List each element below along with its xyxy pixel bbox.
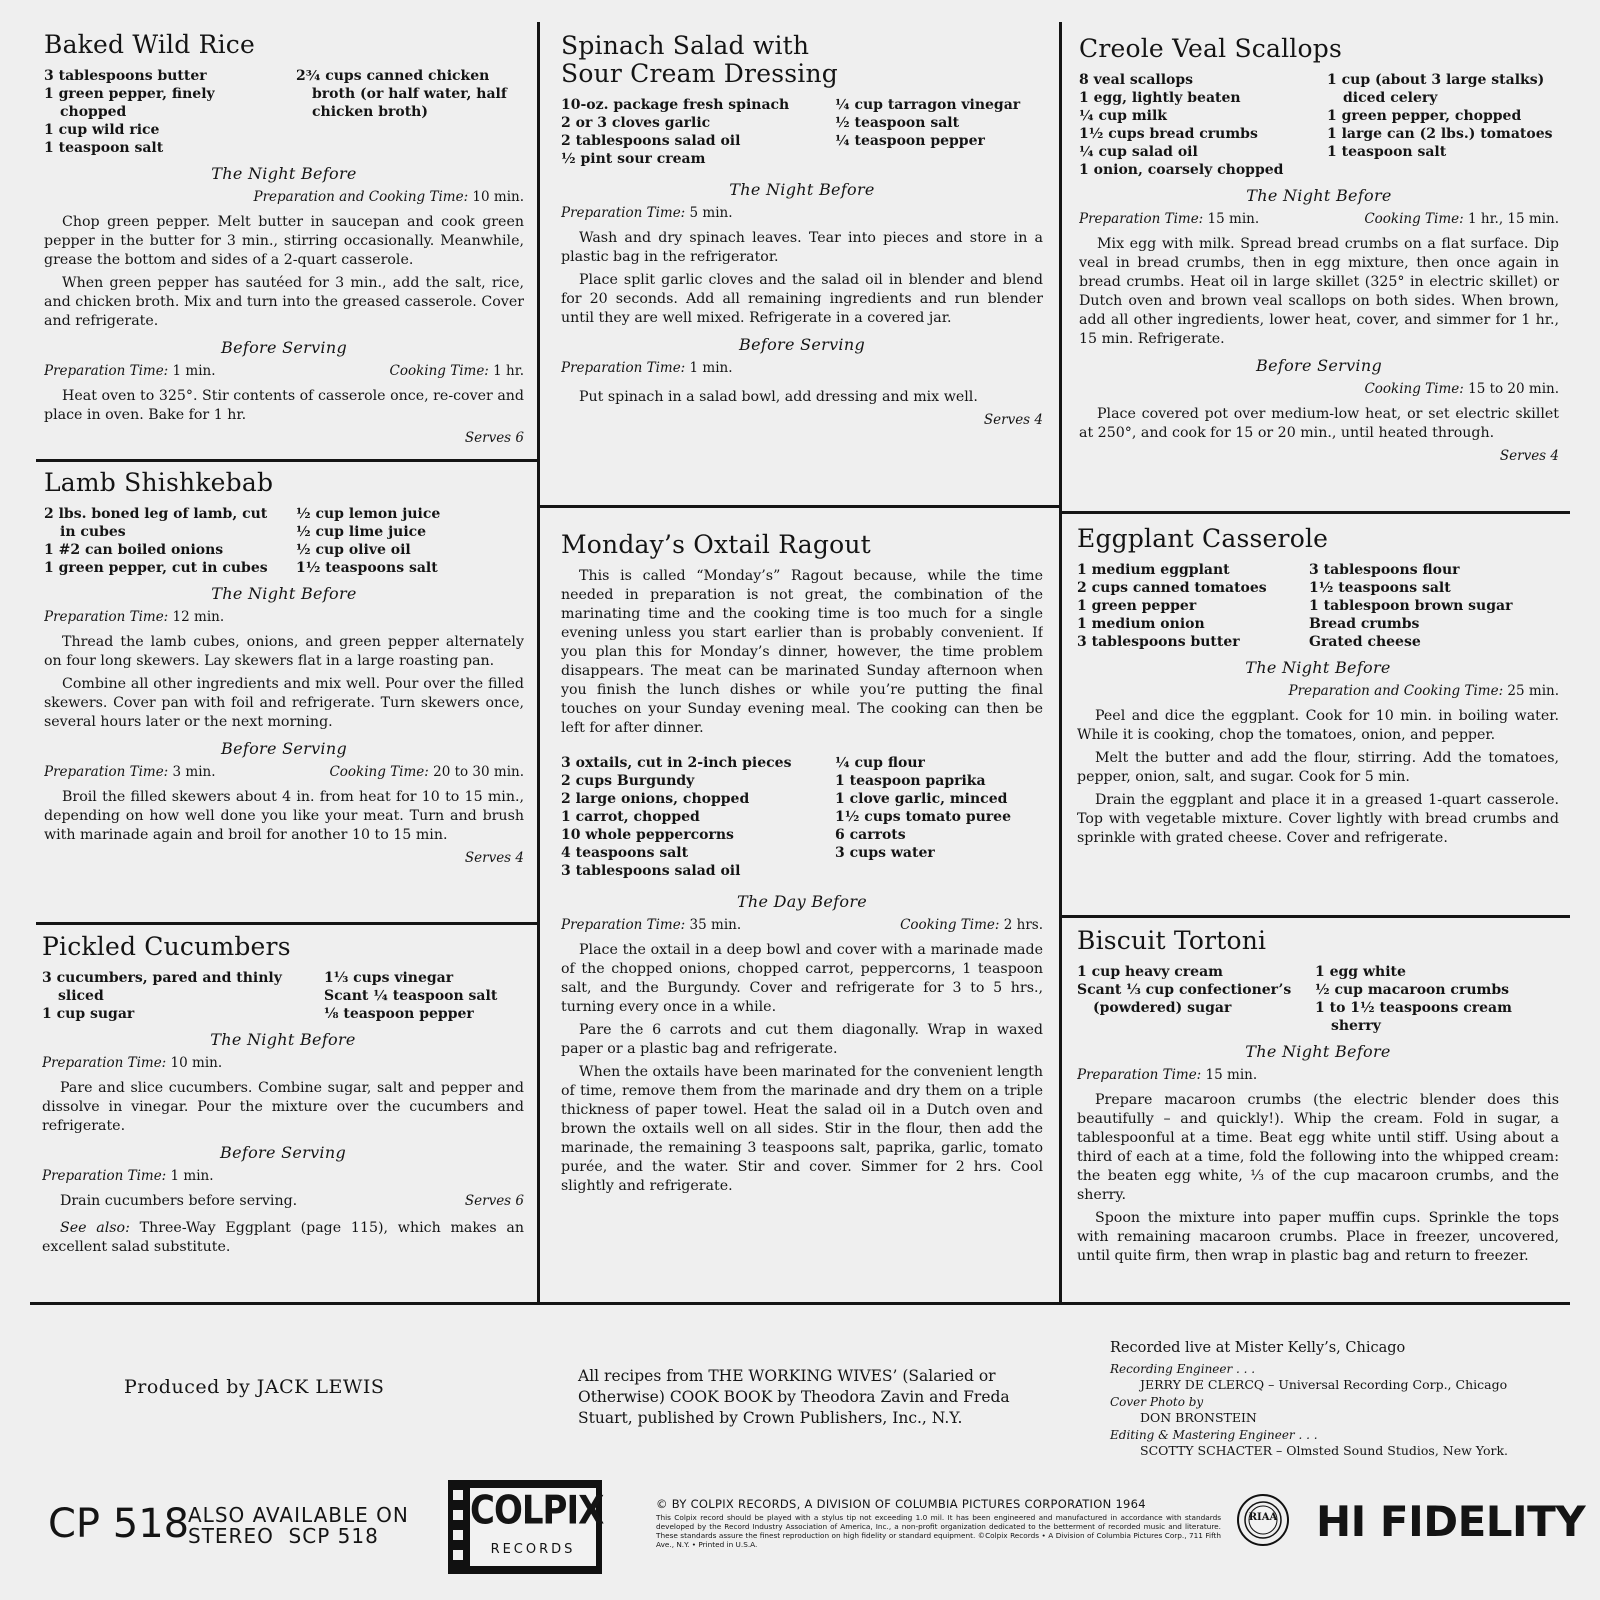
time-value: 15 min. [1205, 1067, 1258, 1083]
time-line [1077, 1066, 1559, 1085]
ingredients-right [324, 969, 524, 1023]
ingredients-left [44, 67, 284, 157]
ingredient-list [42, 969, 524, 1023]
ingredient-item: ¼ cup flour [835, 755, 925, 771]
section-heading: The Day Before [736, 892, 868, 911]
ingredient-item: Scant ¼ teaspoon salt [324, 988, 498, 1004]
section-heading: The Night Before [1245, 658, 1391, 677]
paragraph: Spoon the mixture into paper muffin cups. Sprinkle the tops with remaining macaroon crumbs. Place in freezer, uncovered, until quite firm, then wrap in plastic bag and return to freezer. [1077, 1210, 1559, 1264]
paragraph: When green pepper has sautéed for 3 min., add the salt, rice, and chicken broth. Mix and turn into the greased casserole. Cover and refrigerate. [44, 275, 524, 329]
paragraph: Put spinach in a salad bowl, add dressing and mix well. [579, 389, 978, 405]
time-line [42, 1167, 524, 1186]
ingredients-right [1309, 561, 1559, 651]
paragraph: Place covered pot over medium-low heat, or set electric skillet at 250°, and cook for 15 or 20 min., until heated through. [1079, 406, 1559, 441]
ingredient-item: 1 cup sugar [42, 1006, 135, 1022]
ingredient-item: 2 cups canned tomatoes [1077, 580, 1267, 596]
time-label: Preparation Time: [44, 609, 169, 625]
time-label: Preparation Time: [42, 1055, 167, 1071]
ingredient-item: 1 teaspoon salt [44, 140, 164, 156]
ingredient-item: ½ cup macaroon crumbs [1315, 982, 1509, 998]
ingredient-item: 1 green pepper [1077, 598, 1197, 614]
time-label: Cooking Time: [900, 917, 1000, 933]
divider-footer [30, 1302, 1570, 1305]
section-heading: The Night Before [1245, 1042, 1391, 1061]
ingredient-item: ¼ teaspoon pepper [835, 133, 985, 149]
ingredient-item: 1 teaspoon paprika [835, 773, 986, 789]
ingredient-item: ¼ cup milk [1079, 108, 1167, 124]
also-available-line: ALSO AVAILABLE ON [188, 1503, 409, 1527]
ingredient-item: 4 teaspoons salt [561, 845, 689, 861]
ingredient-item: ¼ cup tarragon vinegar [835, 97, 1021, 113]
paragraph: Thread the lamb cubes, onions, and green pepper alternately on four long skewers. Lay skewers flat in a large roasting pan. [44, 634, 524, 669]
time-value: 35 min. [689, 917, 742, 933]
time-label: Preparation Time: [561, 917, 686, 933]
section-heading: The Night Before [1246, 186, 1392, 205]
ingredients-left [561, 96, 823, 168]
ingredient-item: 1 teaspoon salt [1327, 144, 1447, 160]
time-line [561, 916, 1043, 935]
time-line [1079, 380, 1559, 399]
ingredient-list [1079, 71, 1559, 179]
paragraph: Prepare macaroon crumbs (the electric blender does this beautifully – and quickly!). Whip the cream. Fold in sugar, a tablespoonful at a time. Beat egg white until stiff. Using about a third of each at a time, fold the following into the whipped cream: the beaten egg white, ⅓ of the cup macaroon crumbs, and the sherry. [1077, 1092, 1559, 1203]
section-heading: Before Serving [1256, 356, 1382, 375]
ingredient-item: 1 green pepper, cut in cubes [44, 560, 268, 576]
paragraph: Chop green pepper. Melt butter in saucepan and cook green pepper in the butter for 3 min., stirring occasionally. Meanwhile, grease the bottom and sides of a 2-quart casserole. [44, 214, 524, 268]
serves-note: Serves 4 [983, 412, 1043, 428]
time-value: 10 min. [170, 1055, 223, 1071]
catalog-number: CP 518 [48, 1501, 190, 1547]
time-line [44, 188, 524, 207]
divider-spinach-oxtail [538, 505, 1060, 508]
paragraph: Wash and dry spinach leaves. Tear into pieces and store in a plastic bag in the refrigerator. [561, 230, 1043, 265]
ingredient-item: ½ pint sour cream [561, 151, 706, 167]
ingredient-item: 3 oxtails, cut in 2-inch pieces [561, 755, 792, 771]
ingredient-item: 1 green pepper, finely chopped [44, 86, 215, 120]
divider-eggplant-tortoni [1060, 915, 1570, 918]
see-also-text: Three-Way Eggplant (page 115), which makes an excellent salad substitute. [42, 1220, 524, 1255]
ingredient-item: 6 carrots [835, 827, 906, 843]
credit-role: Cover Photo by [1110, 1394, 1204, 1409]
time-value: 12 min. [172, 609, 225, 625]
colpix-logo [448, 1480, 602, 1574]
time-value: 15 min. [1207, 211, 1260, 227]
time-line [561, 204, 1043, 223]
serves-note: Serves 6 [464, 430, 524, 446]
time-value: 1 hr., 15 min. [1468, 211, 1559, 227]
serves-note: Serves 4 [464, 850, 524, 866]
time-label: Preparation and Cooking Time: [1288, 683, 1504, 699]
ingredient-item: 1 egg white [1315, 964, 1406, 980]
recipe-title: Lamb Shishkebab [44, 468, 274, 497]
ingredient-item: 1 onion, coarsely chopped [1079, 162, 1284, 178]
paragraph: Drain the eggplant and place it in a greased 1-quart casserole. Top with vegetable mixture. Cover lightly with bread crumbs and sprinkle with grated cheese. Cover and refrigerate. [1077, 792, 1559, 846]
recipe-eggplant-casserole [1077, 524, 1559, 912]
recipe-title [561, 32, 1043, 88]
ingredient-list [44, 67, 524, 157]
recorded-location: Recorded live at Mister Kelly’s, Chicago [1110, 1340, 1406, 1356]
section-heading: The Night Before [211, 584, 357, 603]
recipe-pickled-cucumbers [42, 932, 524, 1297]
time-label: Preparation Time: [1077, 1067, 1202, 1083]
time-value: 5 min. [689, 205, 733, 221]
ingredient-item: 1 large can (2 lbs.) tomatoes [1327, 126, 1553, 142]
recipe-lamb-shishkebab [44, 468, 524, 918]
ingredient-item: 2 lbs. boned leg of lamb, cut in cubes [44, 506, 268, 540]
recipe-baked-wild-rice [44, 30, 524, 455]
ingredient-item: 8 veal scallops [1079, 72, 1194, 88]
ingredient-item: ½ cup lime juice [296, 524, 427, 540]
ingredients-right [296, 505, 524, 577]
time-label: Cooking Time: [1364, 381, 1464, 397]
paragraph: Heat oven to 325°. Stir contents of casserole once, re-cover and place in oven. Bake for 1 hr. [44, 388, 524, 423]
ingredient-item: ¼ cup salad oil [1079, 144, 1198, 160]
time-value: 25 min. [1507, 683, 1559, 699]
riaa-text: RIAA [1248, 1512, 1278, 1523]
recipe-creole-veal-scallops [1079, 34, 1559, 508]
time-label: Preparation Time: [44, 363, 169, 379]
ingredient-item: Scant ⅓ cup confectioner’s (powdered) sugar [1077, 982, 1292, 1016]
ingredient-item: 3 tablespoons flour [1309, 562, 1460, 578]
ingredient-list [44, 505, 524, 577]
ingredients-right [1327, 71, 1559, 179]
column-divider-left [537, 22, 540, 1305]
time-label: Preparation and Cooking Time: [253, 189, 469, 205]
recipe-title: Creole Veal Scallops [1079, 34, 1342, 63]
fine-print: This Colpix record should be played with a stylus tip not exceeding 1.0 mil. It has been engineered and manufactured in accordance with standards developed by the Record Industry Association of America, Inc., a non-profit organization dedicated to the betterment of recorded music and literature. These standards assure the finest reproduction on high fidelity or standard equipment. ©Colpix Records • A Division of Columbia Pictures Corp., 711 Fifth Ave., N.Y. • Printed in U.S.A. [656, 1513, 1221, 1549]
time-value: 1 min. [689, 360, 733, 376]
ingredients-right [835, 96, 1043, 168]
ingredient-item: Bread crumbs [1309, 616, 1420, 632]
ingredient-item: ½ cup olive oil [296, 542, 411, 558]
paragraph: Melt the butter and add the flour, stirring. Add the tomatoes, pepper, onion, salt, and sugar. Cook for 5 min. [1077, 750, 1559, 785]
paragraph: When the oxtails have been marinated for the convenient length of time, remove them from the marinade and dry them on a triple thickness of paper towel. Heat the salad oil in a Dutch oven and brown the oxtails well on all sides. Stir in the flour, then add the marinade, the remaining 3 teaspoons salt, paprika, garlic, tomato purée, and the water. Stir and cover. Simmer for 2 hrs. Cool slightly and refrigerate. [561, 1064, 1043, 1194]
section-heading: Before Serving [220, 1143, 346, 1162]
ingredient-item: 1 green pepper, chopped [1327, 108, 1522, 124]
ingredient-item: ½ cup lemon juice [296, 506, 441, 522]
divider-lamb-cucumbers [36, 922, 538, 925]
ingredients-right [296, 67, 524, 157]
ingredient-item: 1½ cups tomato puree [835, 809, 1011, 825]
time-line [44, 362, 524, 381]
time-value: 15 to 20 min. [1468, 381, 1559, 397]
time-line [561, 359, 1043, 378]
ingredient-item: 1½ cups bread crumbs [1079, 126, 1258, 142]
ingredient-item: 1 cup (about 3 large stalks) diced celery [1327, 72, 1545, 106]
column-divider-right [1059, 22, 1062, 1305]
ingredients-right [835, 754, 1043, 880]
ingredient-item: 1⅓ cups vinegar [324, 970, 454, 986]
recording-credits [1110, 1340, 1580, 1460]
ingredient-list [561, 754, 1043, 880]
stereo-catalog-line: STEREO SCP 518 [188, 1524, 379, 1548]
ingredient-item: 10 whole peppercorns [561, 827, 734, 843]
ingredient-item: 1½ teaspoons salt [1309, 580, 1451, 596]
recipe-title: Monday’s Oxtail Ragout [561, 530, 871, 559]
ingredient-item: 1 cup wild rice [44, 122, 160, 138]
recipe-title: Baked Wild Rice [44, 30, 255, 59]
time-label: Preparation Time: [561, 360, 686, 376]
recipe-biscuit-tortoni [1077, 926, 1559, 1298]
time-value: 1 min. [170, 1168, 214, 1184]
paragraph: Drain cucumbers before serving. [60, 1193, 298, 1209]
time-label: Cooking Time: [389, 363, 489, 379]
section-heading: The Night Before [729, 180, 875, 199]
time-line [1077, 682, 1559, 701]
ingredient-list [561, 96, 1043, 168]
section-heading: Before Serving [221, 739, 347, 758]
time-label: Cooking Time: [329, 764, 429, 780]
paragraph: Mix egg with milk. Spread bread crumbs on a flat surface. Dip veal in bread crumbs, then in egg mixture, then once again in bread crumbs. Heat oil in large skillet (325° in electric skillet) or Dutch oven and brown veal scallops on both sides. When brown, add all other ingredients, lower heat, cover, and simmer for 1 hr., 15 min. Refrigerate. [1079, 236, 1559, 347]
time-value: 2 hrs. [1003, 917, 1043, 933]
ingredient-item: 1 clove garlic, minced [835, 791, 1008, 807]
serves-note: Serves 4 [1499, 448, 1559, 464]
paragraph: Place split garlic cloves and the salad oil in blender and blend for 20 seconds. Add all remaining ingredients and run blender until they are well mixed. Refrigerate in a covered jar. [561, 272, 1043, 326]
ingredient-item: 1 medium eggplant [1077, 562, 1230, 578]
ingredient-item: 3 tablespoons butter [44, 68, 207, 84]
ingredient-item: 1 egg, lightly beaten [1079, 90, 1241, 106]
serves-note: Serves 6 [464, 1193, 524, 1209]
ingredient-item: 1 carrot, chopped [561, 809, 700, 825]
ingredients-left [42, 969, 312, 1023]
time-label: Preparation Time: [44, 764, 169, 780]
time-value: 20 to 30 min. [433, 764, 524, 780]
time-label: Preparation Time: [561, 205, 686, 221]
ingredient-item: ⅛ teaspoon pepper [324, 1006, 474, 1022]
ingredient-list [1077, 561, 1559, 651]
label-name: COLPIX [470, 1488, 604, 1534]
copyright-line: © BY COLPIX RECORDS, A DIVISION OF COLUMBIA PICTURES CORPORATION 1964 [656, 1497, 1146, 1511]
ingredients-left [1077, 561, 1297, 651]
intro-paragraph: This is called “Monday’s” Ragout because, while the time needed in preparation is not great, the combination of the marinating time and the cooking time is too much for a single evening unless you start earlier than is probably convenient. If you plan this for Monday’s dinner, however, the time problem disappears. The meat can be marinated Sunday afternoon when you finish the lunch dishes or while you’re putting the final touches on your Sunday evening meal. The cooking can then be left for after dinner. [561, 568, 1043, 736]
hi-fidelity-mark: HI FIDELITY [1316, 1497, 1586, 1546]
ingredient-item: 1 cup heavy cream [1077, 964, 1223, 980]
credit-name: JERRY DE CLERCQ – Universal Recording Corp., Chicago [1140, 1377, 1508, 1392]
paragraph: Combine all other ingredients and mix well. Pour over the filled skewers. Cover pan with foil and refrigerate. Turn skewers once, several hours later or the next morning. [44, 676, 524, 730]
producer-credit: Produced by JACK LEWIS [124, 1376, 385, 1398]
title-line: Spinach Salad with [561, 32, 810, 60]
divider-veal-eggplant [1060, 511, 1570, 514]
time-value: 1 min. [172, 363, 216, 379]
ingredient-item: 3 tablespoons butter [1077, 634, 1240, 650]
divider-rice-lamb [36, 459, 538, 462]
time-value: 3 min. [172, 764, 216, 780]
credit-name: SCOTTY SCHACTER – Olmsted Sound Studios, New York. [1140, 1443, 1509, 1458]
ingredient-item: 2 or 3 cloves garlic [561, 115, 711, 131]
ingredient-item: 1 medium onion [1077, 616, 1205, 632]
ingredient-item: 2¾ cups canned chicken broth (or half water, half chicken broth) [296, 68, 507, 120]
title-line: Sour Cream Dressing [561, 59, 838, 88]
time-line [44, 608, 524, 627]
section-heading: Before Serving [739, 335, 865, 354]
recipe-oxtail-ragout [561, 530, 1043, 1298]
ingredient-item: 1½ teaspoons salt [296, 560, 438, 576]
credit-role: Editing & Mastering Engineer . . . [1110, 1427, 1318, 1442]
paragraph: Peel and dice the eggplant. Cook for 10 min. in boiling water. While it is cooking, chop the tomatoes, onion, and pepper. [1077, 708, 1559, 743]
time-line [42, 1054, 524, 1073]
ingredients-left [1077, 963, 1303, 1035]
ingredient-list [1077, 963, 1559, 1035]
ingredient-item: 2 cups Burgundy [561, 773, 695, 789]
ingredient-item: 1 #2 can boiled onions [44, 542, 224, 558]
ingredient-item: ½ teaspoon salt [835, 115, 960, 131]
stereo-availability [188, 1505, 409, 1547]
paragraph: Pare the 6 carrots and cut them diagonally. Wrap in waxed paper or a plastic bag and refrigerate. [561, 1022, 1043, 1057]
ingredient-item: 3 tablespoons salad oil [561, 863, 741, 879]
ingredient-item: 3 cucumbers, pared and thinly sliced [42, 970, 282, 1004]
ingredient-item: 1 to 1½ teaspoons cream sherry [1315, 1000, 1512, 1034]
time-label: Preparation Time: [42, 1168, 167, 1184]
label-sub: RECORDS [490, 1542, 576, 1557]
recipe-title: Biscuit Tortoni [1077, 926, 1267, 955]
ingredient-item: 2 large onions, chopped [561, 791, 750, 807]
ingredients-left [1079, 71, 1315, 179]
section-heading: The Night Before [211, 164, 357, 183]
credit-list [1110, 1361, 1580, 1460]
time-value: 1 hr. [493, 363, 524, 379]
ingredient-item: 2 tablespoons salad oil [561, 133, 741, 149]
source-note: All recipes from THE WORKING WIVES’ (Salaried or Otherwise) COOK BOOK by Theodora Zavin and Freda Stuart, published by Crown Publishers, Inc., N.Y. [578, 1367, 1010, 1427]
recipe-title: Eggplant Casserole [1077, 524, 1329, 553]
paragraph: Broil the filled skewers about 4 in. from heat for 10 to 15 min., depending on how well done you like your meat. Turn and brush with marinade again and broil for another 10 to 15 min. [44, 789, 524, 843]
section-heading: Before Serving [221, 338, 347, 357]
ingredients-left [44, 505, 284, 577]
credit-role: Recording Engineer . . . [1110, 1361, 1256, 1376]
paragraph: Place the oxtail in a deep bowl and cover with a marinade made of the chopped onions, chopped carrot, peppercorns, 1 teaspoon salt, and the Burgundy. Cover and refrigerate for 3 to 5 hrs., turning every once in a while. [561, 942, 1043, 1015]
see-also-label: See also: [60, 1220, 130, 1236]
riaa-seal [1236, 1493, 1290, 1547]
time-line [44, 763, 524, 782]
see-also-note [42, 1219, 524, 1257]
ingredient-item: 3 cups water [835, 845, 935, 861]
ingredient-item: 10-oz. package fresh spinach [561, 97, 790, 113]
ingredients-right [1315, 963, 1559, 1035]
recipe-spinach-salad [561, 32, 1043, 502]
time-value: 10 min. [472, 189, 524, 205]
time-label: Preparation Time: [1079, 211, 1204, 227]
credit-name: DON BRONSTEIN [1140, 1410, 1257, 1425]
paragraph: Pare and slice cucumbers. Combine sugar, salt and pepper and dissolve in vinegar. Pour the mixture over the cucumbers and refrigerate. [42, 1080, 524, 1134]
ingredients-left [561, 754, 823, 880]
ingredient-item: 1 tablespoon brown sugar [1309, 598, 1513, 614]
serving-line [42, 1192, 524, 1215]
ingredient-item: Grated cheese [1309, 634, 1421, 650]
recipe-title: Pickled Cucumbers [42, 932, 291, 961]
section-heading: The Night Before [210, 1030, 356, 1049]
time-label: Cooking Time: [1364, 211, 1464, 227]
time-line [1079, 210, 1559, 229]
